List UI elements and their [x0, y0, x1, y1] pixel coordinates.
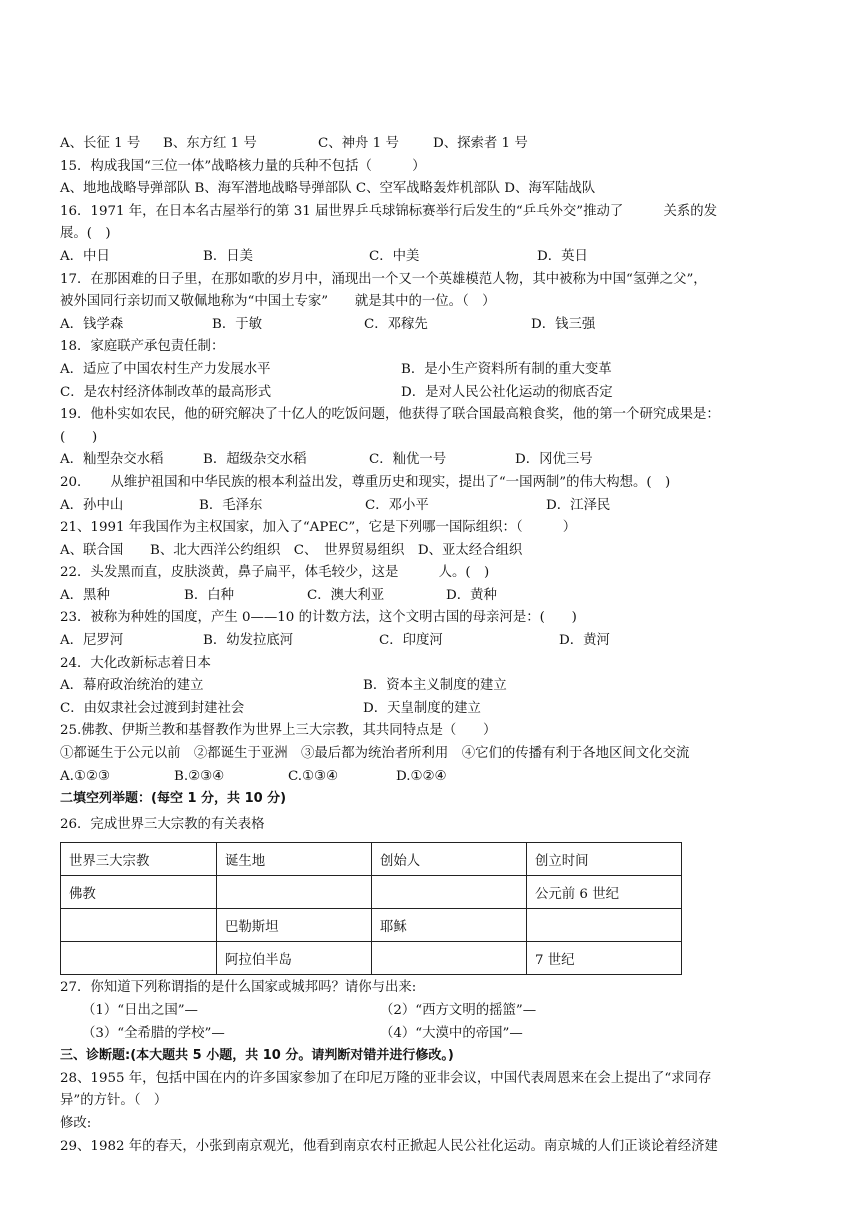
table-cell-blank [372, 942, 527, 975]
table-header-birthplace: 诞生地 [217, 843, 372, 876]
table-header-time: 创立时间 [527, 843, 682, 876]
section3-title: 三、诊断题:(本大题共 5 小题，共 10 分。请判断对错并进行修改。) [60, 1048, 454, 1064]
q24-options-row1 [60, 675, 840, 698]
table-row [61, 909, 682, 942]
q28-fix-label: 修改: [60, 1115, 92, 1131]
table-cell-blank [61, 909, 217, 942]
q22-options [60, 585, 840, 608]
q20-stem: 20． 从维护祖国和中华民族的根本利益出发，尊重历史和现实，提出了“一国两制”的伟大构想。( ) [60, 474, 671, 490]
q25-statements: ①都诞生于公元以前 ②都诞生于亚洲 ③最后都为统治者所利用 ④它们的传播有利于各地区间文化交流 [60, 746, 690, 762]
q27-items-row1 [60, 1000, 840, 1023]
q16-option-c: C．中美 [369, 248, 420, 264]
q19-option-d: D．冈优三号 [515, 452, 593, 468]
religion-table [60, 842, 682, 975]
q25-option-a: A.①②③ [60, 768, 110, 784]
q23-option-a: A．尼罗河 [60, 633, 124, 649]
q16-stem-line1: 16．1971 年，在日本名古屋举行的第 31 届世界乒乓球锦标赛举行后发生的“乒乓外交”推动了 关系的发 [60, 203, 718, 219]
section2-title: 二填空列举题：(每空 1 分，共 10 分) [60, 791, 287, 807]
q22-option-a: A．黑种 [60, 587, 110, 603]
q25-option-c: C.①③④ [288, 768, 339, 784]
table-cell: 阿拉伯半岛 [217, 942, 372, 975]
table-row [61, 876, 682, 909]
q16-option-d: D．英日 [537, 248, 588, 264]
q24-option-d: D．天皇制度的建立 [363, 700, 481, 716]
q27-stem: 27．你知道下列称谓指的是什么国家或城邦吗？请你与出来: [60, 980, 417, 996]
table-cell-blank [372, 876, 527, 909]
q14-options [60, 133, 840, 156]
q15-stem: 15．构成我国“三位一体”战略核力量的兵种不包括（ ） [60, 158, 426, 174]
q18-stem: 18．家庭联产承包责任制： [60, 339, 225, 355]
q17-option-c: C．邓稼先 [364, 316, 428, 332]
q19-option-a: A．籼型杂交水稻 [60, 452, 164, 468]
q19-option-b: B．超级杂交水稻 [203, 452, 307, 468]
table-cell-blank [217, 876, 372, 909]
q24-stem: 24．大化改新标志着日本 [60, 655, 211, 671]
table-cell: 巴勒斯坦 [217, 909, 372, 942]
q17-stem-line2: 被外国同行亲切而又敬佩地称为“中国土专家” 就是其中的一位。（ ） [60, 294, 496, 310]
table-cell: 公元前 6 世纪 [527, 876, 682, 909]
q14-option-a: A、长征 1 号 [60, 136, 141, 151]
q22-stem: 22．头发黑而直，皮肤淡黄，鼻子扁平，体毛较少，这是 人。( ) [60, 565, 490, 581]
q23-stem: 23．被称为种姓的国度，产生 0——10 的计数方法，这个文明古国的母亲河是：( ) [60, 610, 577, 626]
exam-page [60, 133, 840, 1158]
q16-stem-line2: 展。( ) [60, 226, 111, 242]
q14-option-b: B、东方红 1 号 [163, 136, 257, 151]
q20-options [60, 495, 840, 518]
q20-option-b: B．毛泽东 [199, 497, 263, 513]
q15-options: A、地地战略导弹部队 B、海军潜地战略导弹部队 C、空军战略轰炸机部队 D、海军陆战队 [60, 181, 596, 197]
q21-stem: 21、1991 年我国作为主权国家，加入了“APEC”，它是下列哪一国际组织：（ ） [60, 520, 577, 536]
q14-option-c: C、神舟 1 号 [318, 136, 399, 151]
q18-option-d: D．是对人民公社化运动的彻底否定 [401, 384, 613, 400]
q18-option-a: A．适应了中国农村生产力发展水平 [60, 361, 271, 377]
table-cell: 佛教 [61, 876, 217, 909]
q27-item-2: （2）“西方文明的摇篮”— [380, 1003, 537, 1018]
q14-option-d: D、探索者 1 号 [433, 136, 528, 151]
q17-option-d: D．钱三强 [531, 316, 596, 332]
q16-option-b: B．日美 [203, 248, 254, 264]
q19-options [60, 449, 840, 472]
q25-stem: 25.佛教、伊斯兰教和基督教作为世界上三大宗教，其共同特点是（ ） [60, 723, 497, 739]
table-cell-blank [527, 909, 682, 942]
q24-option-c: C．由奴隶社会过渡到封建社会 [60, 700, 245, 716]
q28-stem-line1: 28、1955 年，包括中国在内的许多国家参加了在印尼万隆的亚非会议，中国代表周恩来在会上提出了“求同存 [60, 1070, 712, 1086]
q27-item-1: （1）“日出之国”— [82, 1003, 198, 1018]
q25-options [60, 766, 840, 789]
q20-option-a: A．孙中山 [60, 497, 124, 513]
table-cell: 7 世纪 [527, 942, 682, 975]
q29-stem-line1: 29、1982 年的春天，小张到南京观光，他看到南京农村正掀起人民公社化运动。南京城的人们正谈论着经济建 [60, 1138, 718, 1154]
table-cell-blank [61, 942, 217, 975]
q23-option-c: C．印度河 [379, 633, 443, 649]
q27-item-4: （4）“大漠中的帝国”— [380, 1025, 523, 1041]
q19-stem-line1: 19．他朴实如农民，他的研究解决了十亿人的吃饭问题，他获得了联合国最高粮食奖，他的第一个研究成果是： [60, 407, 720, 423]
q25-option-d: D.①②④ [396, 768, 447, 784]
q20-option-c: C．邓小平 [365, 497, 429, 513]
q17-options [60, 314, 840, 337]
q25-option-b: B.②③④ [174, 768, 225, 784]
q24-option-b: B．资本主义制度的建立 [363, 678, 507, 694]
q20-option-d: D．江泽民 [546, 497, 611, 513]
q17-option-a: A．钱学森 [60, 316, 124, 332]
table-header-row [61, 843, 682, 876]
table-row [61, 942, 682, 975]
q21-options: A、联合国 B、北大西洋公约组织 C、 世界贸易组织 D、亚太经合组织 [60, 542, 523, 558]
q23-option-d: D．黄河 [559, 633, 610, 649]
q22-option-d: D．黄种 [446, 587, 497, 603]
q23-options [60, 630, 840, 653]
q23-option-b: B．幼发拉底河 [203, 633, 294, 649]
q19-option-c: C．籼优一号 [369, 452, 447, 468]
q26-stem: 26．完成世界三大宗教的有关表格 [60, 816, 265, 832]
q28-stem-line2: 异”的方针。（ ） [60, 1093, 168, 1109]
table-header-founder: 创始人 [372, 843, 527, 876]
q18-option-c: C．是农村经济体制改革的最高形式 [60, 384, 272, 400]
q17-option-b: B．于敏 [212, 316, 263, 332]
q18-options-row1 [60, 359, 840, 382]
q22-option-b: B．白种 [184, 587, 235, 603]
q27-item-3: （3）“全希腊的学校”— [82, 1025, 225, 1041]
q24-option-a: A．幕府政治统治的建立 [60, 678, 204, 694]
table-cell: 耶稣 [372, 909, 527, 942]
q24-options-row2 [60, 698, 840, 721]
q18-options-row2 [60, 382, 840, 405]
q18-option-b: B．是小生产资料所有制的重大变革 [401, 361, 612, 377]
q19-stem-line2: ( ) [60, 429, 98, 445]
q27-items-row2 [60, 1023, 840, 1046]
q16-options [60, 246, 840, 269]
q17-stem-line1: 17．在那困难的日子里，在那如歌的岁月中，涌现出一个又一个英雄模范人物，其中被称为中国“氢弹之父”， [60, 271, 707, 287]
q16-option-a: A．中日 [60, 248, 110, 264]
q22-option-c: C．澳大利亚 [307, 587, 385, 603]
table-header-religion: 世界三大宗教 [61, 843, 217, 876]
